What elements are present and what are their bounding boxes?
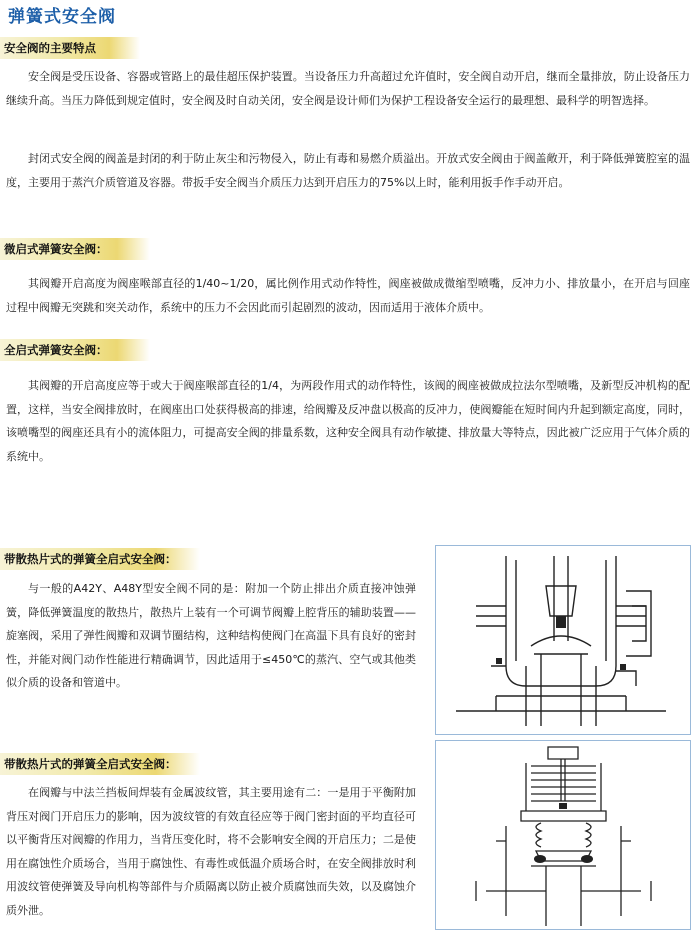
figure-valve-heatsink-drawing bbox=[435, 545, 691, 735]
paragraph-main-features-1: 安全阀是受压设备、容器或管路上的最佳超压保护装置。当设备压力升高超过允许值时，安全阀自动开启，继而全量排放，防止设备压力继续升高。当压力降低到规定值时，安全阀及时自动关闭，安全阀是设计师们为保护工程设备安全运行的最理想、最科学的明智选择。 bbox=[6, 70, 690, 107]
section-heading-heatsink-2: 带散热片式的弹簧全启式安全阀： bbox=[0, 753, 200, 775]
valve-cross-section-diagram-2 bbox=[436, 741, 690, 929]
paragraph-full-lift: 其阀瓣的开启高度应等于或大于阀座喉部直径的1/4，为两段作用式的动作特性，该阀的阀座被做成拉法尔型喷嘴，及新型反冲机构的配置，这样，当安全阀排放时，在阀座出口处获得极高的排速，给阀瓣及反冲盘以极高的反冲力，使阀瓣能在短时间内升起到额定高度，同时，该喷嘴型的阀座还具有小的流体阻力，可提高安全阀的排量系数，这种安全阀具有动作敏捷、排放量大等特点，因此被广泛应用于气体介质的系统中。 bbox=[6, 379, 690, 463]
section-heading-heatsink-1: 带散热片式的弹簧全启式安全阀： bbox=[0, 548, 200, 570]
section-heading-full-lift: 全启式弹簧安全阀： bbox=[0, 339, 150, 361]
paragraph-main-features-2: 封闭式安全阀的阀盖是封闭的利于防止灰尘和污物侵入，防止有毒和易燃介质溢出。开放式安全阀由于阀盖敞开，利于降低弹簧腔室的温度，主要用于蒸汽介质管道及容器。带扳手安全阀当介质压力达到开启压力的75%以上时，能利用扳手作手动开启。 bbox=[6, 152, 690, 189]
paragraph-heatsink-2: 在阀瓣与中法兰挡板间焊装有金属波纹管，其主要用途有二：一是用于平衡附加背压对阀门开启压力的影响，因为波纹管的有效直径应等于阀门密封面的平均直径可以平衡背压对阀瓣的作用力，当背压变化时，将不会影响安全阀的开启压力；二是使用在腐蚀性介质场合，当用于腐蚀性、有毒性或低温介质场合时，在安全阀排放时利用波纹管使弹簧及导向机构等部件与介质隔离以防止被介质腐蚀而失效，以及腐蚀介质外泄。 bbox=[6, 786, 416, 917]
section-heading-micro-lift: 微启式弹簧安全阀： bbox=[0, 238, 150, 260]
page-title: 弹簧式安全阀 bbox=[8, 7, 116, 27]
valve-cross-section-diagram-1 bbox=[436, 546, 690, 734]
paragraph-micro-lift: 其阀瓣开启高度为阀座喉部直径的1/40~1/20，属比例作用式动作特性，阀座被做成微缩型喷嘴，反冲力小、排放量小，在开启与回座过程中阀瓣无突跳和突关动作，系统中的压力不会因此而引起剧烈的波动，因而适用于液体介质中。 bbox=[6, 277, 690, 314]
section-heading-main-features: 安全阀的主要特点 bbox=[0, 37, 140, 59]
figure-valve-bellows-drawing bbox=[435, 740, 691, 930]
paragraph-heatsink-1: 与一般的A42Y、A48Y型安全阀不同的是：附加一个防止排出介质直接冲蚀弹簧，降低弹簧温度的散热片，散热片上装有一个可调节阀瓣上腔背压的辅助装置——旋塞阀，采用了弹性阀瓣和双调节圈结构，这种结构使阀门在高温下具有良好的密封性，并能对阀门动作性能进行精确调节，因此适用于≤450℃的蒸汽、空气或其他类似介质的设备和管道中。 bbox=[6, 582, 416, 689]
